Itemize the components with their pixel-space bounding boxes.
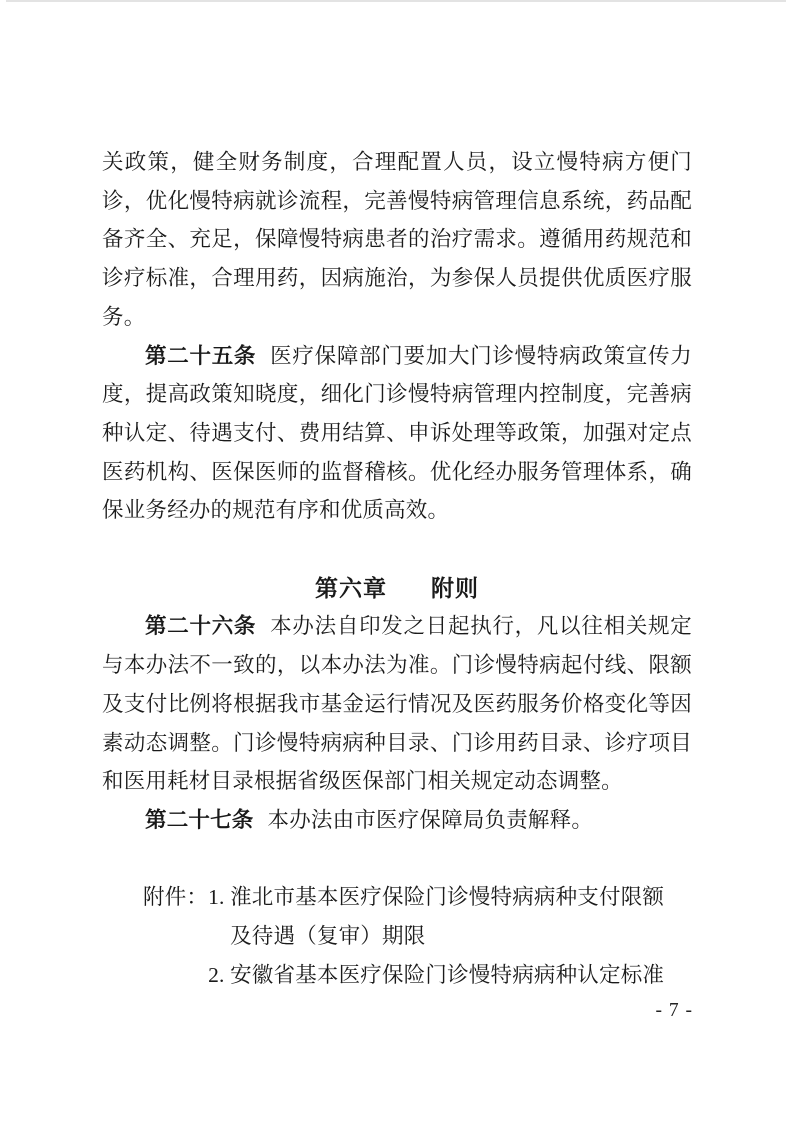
attachments-block [102,878,692,994]
chapter-heading [102,569,692,608]
article-25-term: 第二十五条 [145,343,257,368]
article-25-body: 医疗保障部门要加大门诊慢特病政策宣传力度，提高政策知晓度，细化门诊慢特病管理内控制度，完善病种认定、待遇支付、费用结算、申诉处理等政策，加强对定点医药机构、医保医师的监督稽核。优化经办服务管理体系，确保业务经办的规范有序和优质高效。 [102,343,692,523]
article-25 [102,337,692,531]
article-27-term: 第二十七条 [145,807,254,832]
attachment-item-title: 淮北市基本医疗保险门诊慢特病病种支付限额及待遇（复审）期限 [230,885,665,949]
attachment-item-title: 安徽省基本医疗保险门诊慢特病病种认定标准 [230,962,665,987]
article-27 [102,801,692,840]
chapter-number: 第六章 [315,574,387,601]
article-27-body: 本办法由市医疗保障局负责解释。 [267,807,594,832]
attachment-item [208,956,678,995]
paragraph-continuation [102,143,692,337]
attachments-list [208,878,678,994]
attachment-item-number: 2. [208,962,225,987]
page-number: - 7 - [655,1000,693,1021]
attachments-label: 附件： [143,885,209,910]
document-content [102,143,692,994]
article-26-term: 第二十六条 [145,614,257,639]
attachment-item-number: 1. [208,885,225,910]
chapter-title: 附则 [431,574,479,601]
paragraph-continuation-text: 关政策，健全财务制度，合理配置人员，设立慢特病方便门诊，优化慢特病就诊流程，完善慢特病管理信息系统，药品配备齐全、充足，保障慢特病患者的治疗需求。遵循用药规范和诊疗标准，合理用药，因病施治，为参保人员提供优质医疗服务。 [102,150,692,329]
scan-edge-line [6,0,786,2]
attachment-item [208,878,678,955]
article-26 [102,607,692,801]
article-26-body: 本办法自印发之日起执行，凡以往相关规定与本办法不一致的，以本办法为准。门诊慢特病起付线、限额及支付比例将根据我市基金运行情况及医药服务价格变化等因素动态调整。门诊慢特病病种目录、门诊用药目录、诊疗项目和医用耗材目录根据省级医保部门相关规定动态调整。 [102,614,692,794]
